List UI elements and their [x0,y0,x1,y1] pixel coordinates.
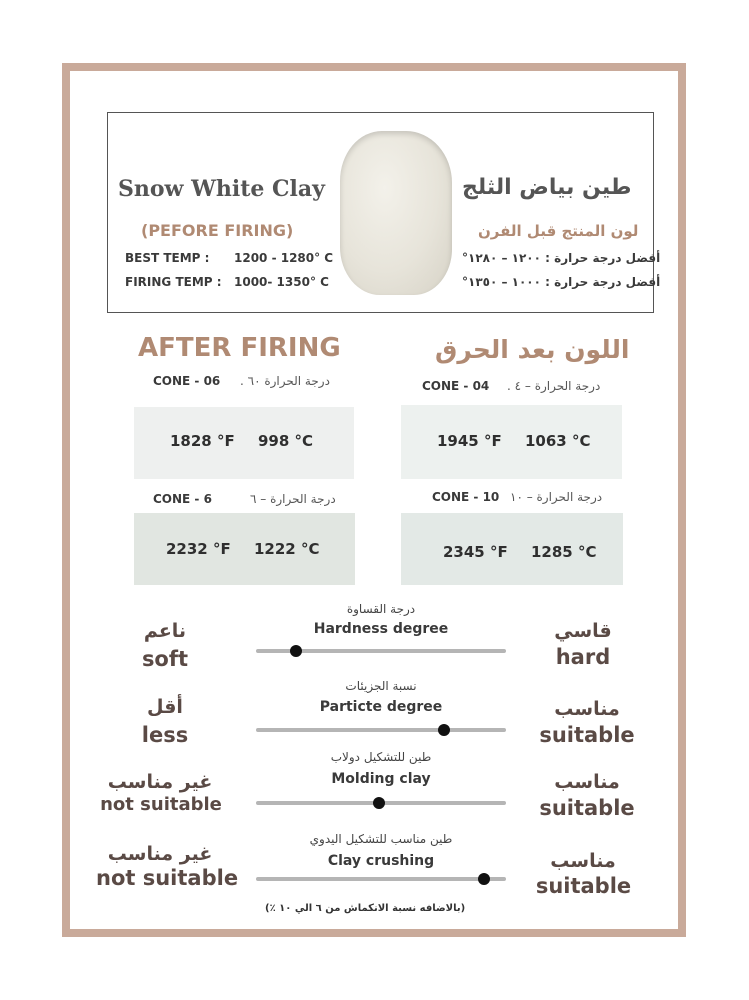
cone-label-ar: درجة الحرارة – ١٠ [510,490,603,504]
before-firing-label: (PEFORE FIRING) [141,221,294,240]
scale-left-en: less [141,723,189,747]
firing-temp-value: 1000- 1350° C [234,275,329,289]
product-title-en: Snow White Clay [118,176,325,202]
scale-right-ar: مناسب [550,850,616,872]
scale-right-en: hard [555,645,611,669]
scale-label: Particte degree [319,699,443,715]
firing-temp-label: FIRING TEMP : [125,275,222,289]
firing-temp-ar: أفضل درجة حرارة : ١٠٠٠ – ١٣٥٠° [462,275,661,289]
best-temp-ar: أفضل درجة حرارة : ١٢٠٠ – ١٢٨٠° [462,251,661,265]
before-firing-label-ar: لون المنتج قبل الفرن [478,222,639,240]
scale-left-en: not suitable [100,794,222,815]
scale-track [256,649,506,653]
cone-label: CONE - 6 [153,492,212,506]
cone-label: CONE - 10 [432,490,500,504]
scale-right-ar: مناسب [554,771,620,793]
temp-celsius: 1063 °C [525,432,591,450]
scale-track [256,728,506,732]
scale-label: Hardness degree [313,621,449,637]
scale-marker [290,645,302,657]
clay-product-image [340,131,452,295]
scale-right-en: suitable [539,796,635,820]
scale-label: Molding clay [331,771,431,787]
scale-left-ar: ناعم [143,620,187,642]
color-swatch [134,407,354,479]
cone-label-ar: درجة الحرارة – ٤ . [507,379,601,393]
temp-fahrenheit: 1945 °F [437,432,502,450]
scale-right-ar: قاسي [554,620,612,642]
after-firing-title-ar: اللون بعد الحرق [435,335,630,364]
product-title-ar: طين بياض الثلج [462,175,632,200]
scale-left-en: not suitable [96,866,239,890]
scale-label: Clay crushing [327,853,435,869]
temp-fahrenheit: 1828 °F [170,432,235,450]
temp-celsius: 998 °C [258,432,314,450]
scale-right-en: suitable [535,874,632,898]
temp-fahrenheit: 2232 °F [166,540,231,558]
scale-marker [438,724,450,736]
cone-label: CONE - 06 [153,374,221,388]
scale-right-en: suitable [539,723,635,747]
best-temp-value: 1200 - 1280° C [234,251,334,265]
scale-marker [373,797,385,809]
scale-label-ar: درجة القساوة [346,602,416,616]
temp-fahrenheit: 2345 °F [443,543,508,561]
cone-label-ar: درجة الحرارة ٦٠ . [240,374,330,388]
shrinkage-note: (بالاضافه نسبة الانكماش من ٦ الي ١٠ ٪) [265,903,466,914]
scale-left-ar: غير مناسب [107,771,213,793]
scale-label-ar: نسبة الجزيئات [345,679,417,693]
scale-left-ar: غير مناسب [107,843,213,865]
temp-celsius: 1285 °C [531,543,597,561]
scale-left-en: soft [141,647,189,671]
best-temp-label: BEST TEMP : [125,251,210,265]
scale-right-ar: مناسب [554,698,620,720]
cone-label-ar: درجة الحرارة – ٦ [250,492,336,506]
scale-label-ar: طين مناسب للتشكيل اليدوي [309,832,453,846]
cone-label: CONE - 04 [422,379,490,393]
scale-left-ar: أقل [147,696,183,718]
scale-track [256,801,506,805]
scale-track [256,877,506,881]
scale-marker [478,873,490,885]
temp-celsius: 1222 °C [254,540,320,558]
after-firing-title: AFTER FIRING [138,333,341,363]
scale-label-ar: طين للتشكيل دولاب [330,750,432,764]
